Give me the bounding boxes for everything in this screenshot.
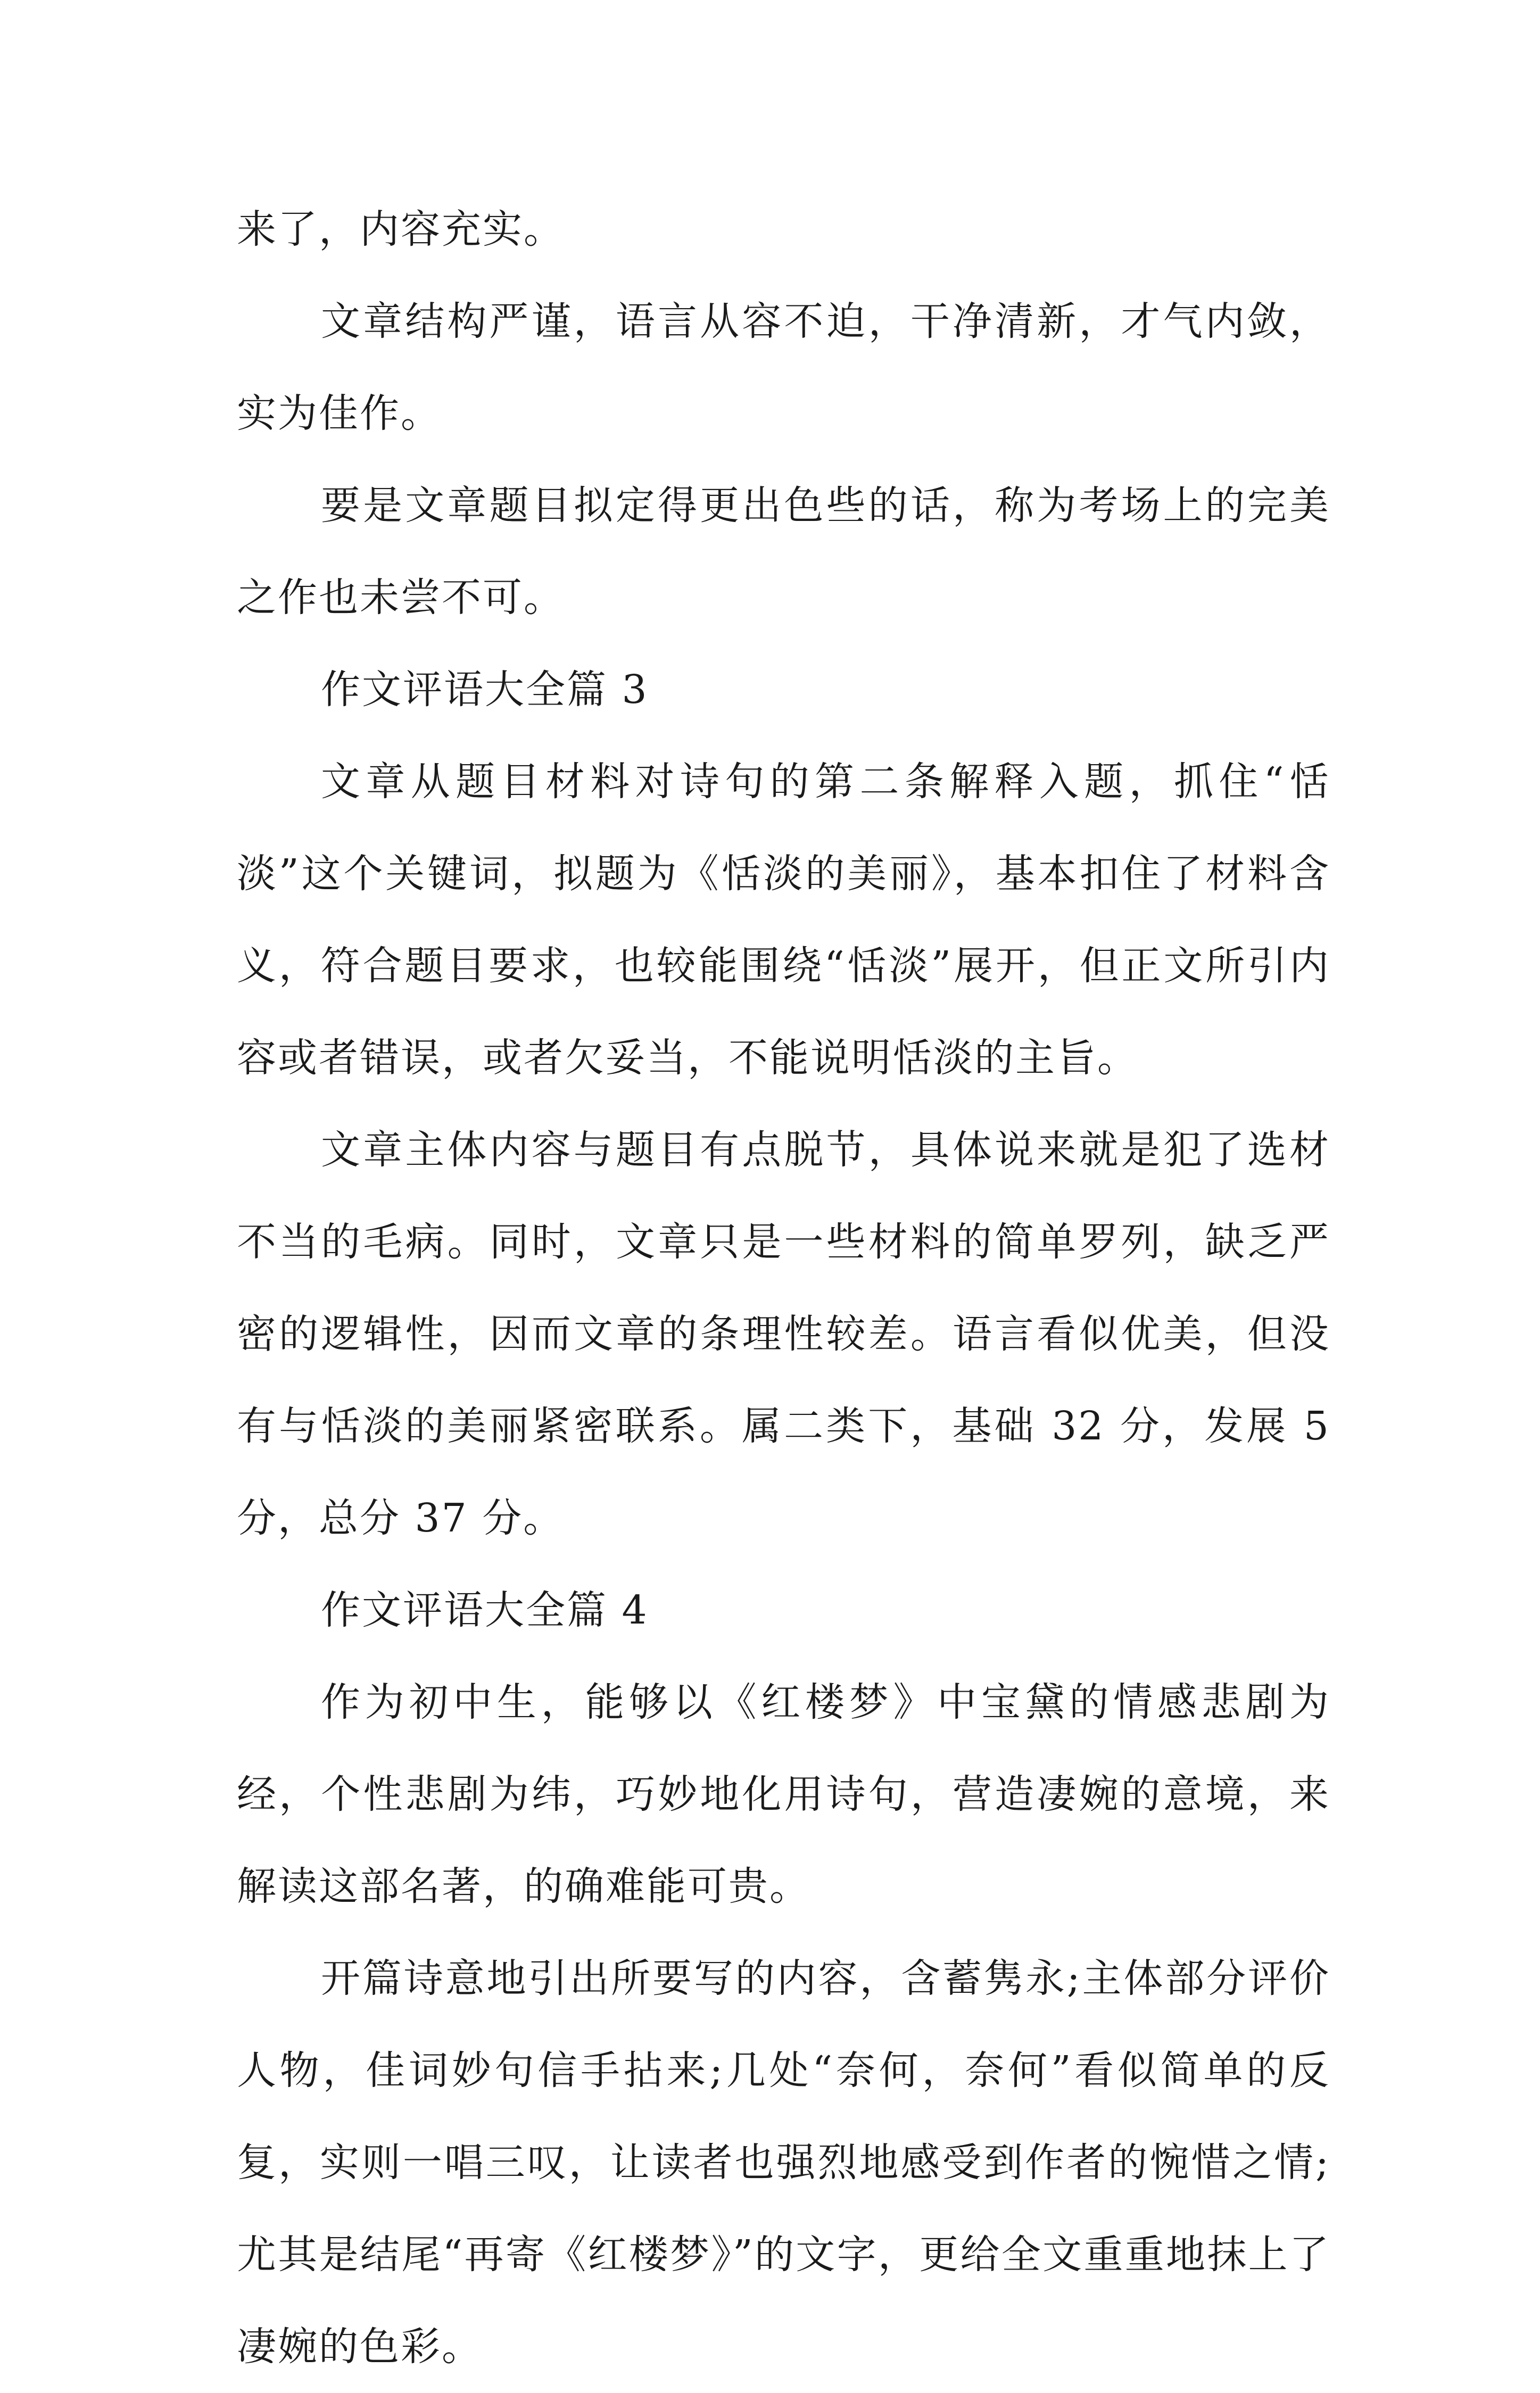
section-heading: 作文评语大全篇 3 [321, 667, 649, 713]
section-heading: 作文评语大全篇 4 [321, 1587, 649, 1633]
paragraph-continuation: 来了，内容充实。 [237, 206, 565, 252]
paragraph: 开篇诗意地引出所要写的内容，含蓄隽永;主体部分评价人物，佳词妙句信手拈来;几处“奈何，奈何”看似简单的反复，实则一唱三叹，让读者也强烈地感受到作者的惋惜之情;尤其是结尾“再寄《红楼梦》”的文字，更给全文重重地抹上了凄婉的色彩。 [237, 1956, 1330, 2370]
paragraph: 要是文章题目拟定得更出色些的话，称为考场上的完美之作也未尝不可。 [237, 483, 1330, 620]
paragraph: 文章主体内容与题目有点脱节，具体说来就是犯了选材不当的毛病。同时，文章只是一些材料的简单罗列，缺乏严密的逻辑性，因而文章的条理性较差。语言看似优美，但没有与恬淡的美丽紧密联系。属二类下，基础 32 分，发展 5 分，总分 37 分。 [237, 1127, 1330, 1541]
document-body [237, 184, 1330, 2393]
paragraph: 作为初中生，能够以《红楼梦》中宝黛的情感悲剧为经，个性悲剧为纬，巧妙地化用诗句，营造凄婉的意境，来解读这部名著，的确难能可贵。 [237, 1679, 1330, 1909]
paragraph: 文章结构严谨，语言从容不迫，干净清新，才气内敛，实为佳作。 [237, 299, 1330, 436]
paragraph: 文章从题目材料对诗句的第二条解释入题，抓住“恬淡”这个关键词，拟题为《恬淡的美丽》，基本扣住了材料含义，符合题目要求，也较能围绕“恬淡”展开，但正文所引内容或者错误，或者欠妥当，不能说明恬淡的主旨。 [237, 759, 1330, 1081]
